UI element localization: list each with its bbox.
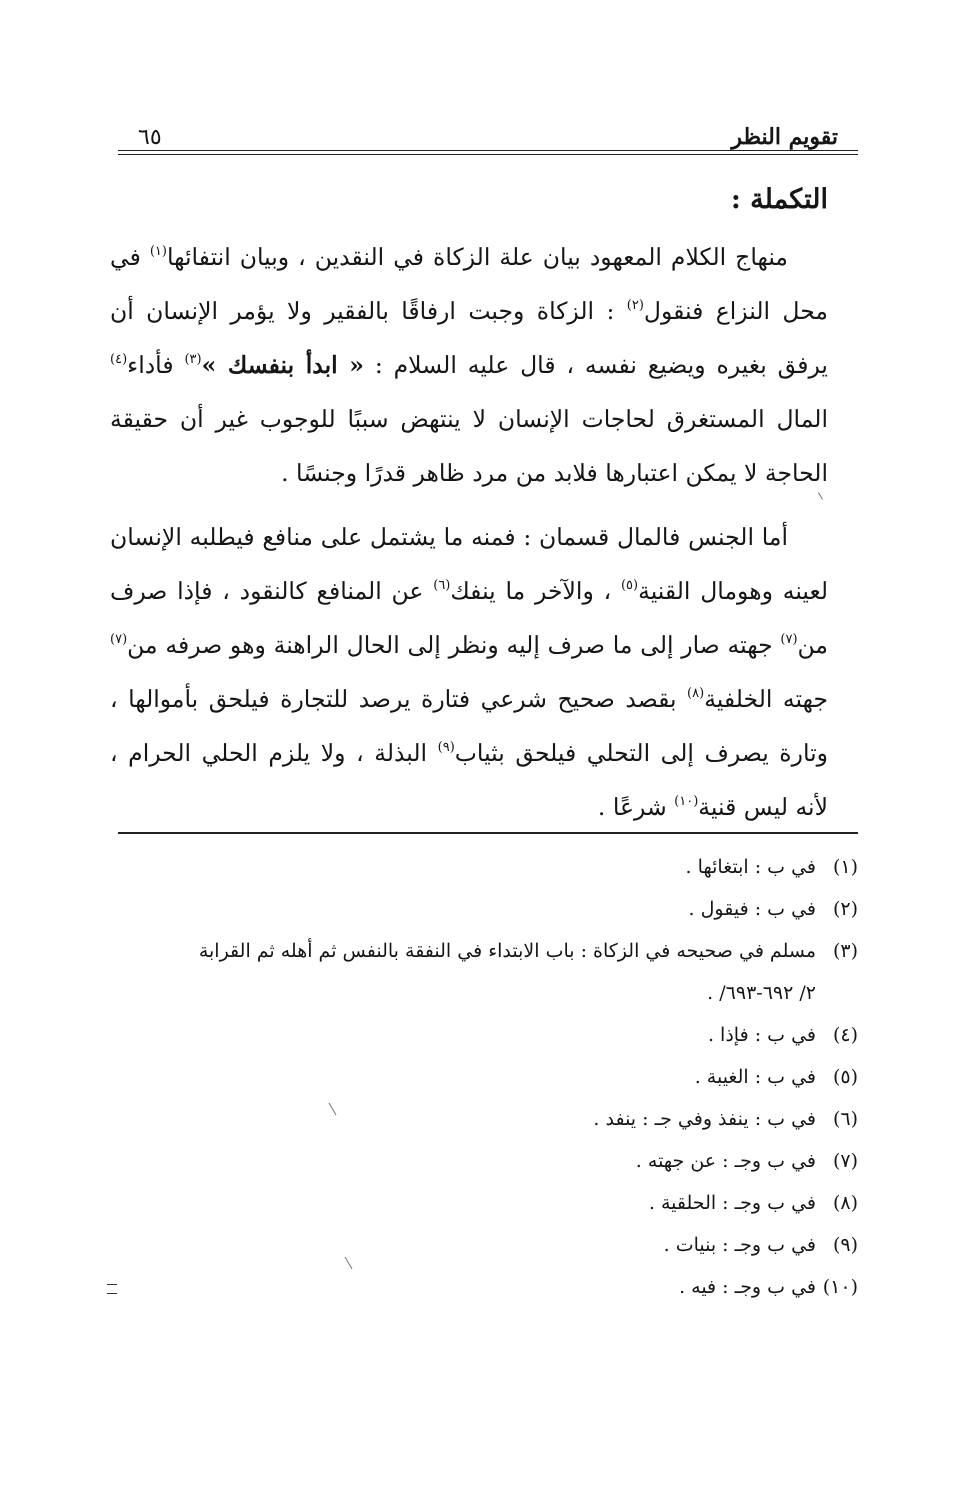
footnote-text-line: في ب : فيقول . bbox=[688, 898, 816, 920]
footnote-number: (٧) bbox=[832, 1150, 858, 1172]
header-rule-bottom bbox=[118, 154, 858, 155]
main-text bbox=[110, 178, 828, 834]
footnote-ref: (٧) bbox=[110, 632, 128, 647]
footnote-ref: (٤) bbox=[110, 352, 128, 367]
footnote-text bbox=[118, 1266, 816, 1308]
footnote-number: (٦) bbox=[832, 1108, 858, 1130]
body-paragraph bbox=[110, 510, 828, 834]
footnote-item bbox=[118, 1224, 858, 1266]
text-run: في محل النزاع فنقول bbox=[110, 243, 828, 325]
text-run: فأداء bbox=[127, 351, 185, 379]
footnote-item bbox=[118, 930, 858, 1014]
footnote-ref: (٦) bbox=[433, 578, 451, 593]
footnote-text-line: في ب وجـ : بنيات . bbox=[663, 1234, 816, 1256]
text-run: منهاج الكلام المعهود بيان علة الزكاة في النقدين ، وبيان انتفائها bbox=[166, 243, 788, 271]
footnote-item bbox=[118, 1014, 858, 1056]
footnote-item bbox=[118, 1266, 858, 1308]
footnote-ref: (٣) bbox=[184, 352, 202, 367]
footnote-text bbox=[118, 1182, 816, 1224]
footnote-text bbox=[118, 930, 816, 1014]
footnote-item bbox=[118, 1140, 858, 1182]
footnote-text-line: في ب وجـ : عن جهته . bbox=[635, 1150, 816, 1172]
footnote-item bbox=[118, 888, 858, 930]
footnote-text-line: في ب : ينفذ وفي جـ : ينفد . bbox=[593, 1108, 816, 1130]
footnote-separator bbox=[118, 832, 858, 834]
footnote-text-line: في ب : الغيبة . bbox=[694, 1066, 816, 1088]
header-rule-top bbox=[118, 150, 858, 151]
footnote-ref: (٥) bbox=[620, 578, 639, 593]
footnote-ref: (١) bbox=[149, 244, 167, 259]
text-run: المال المستغرق لحاجات الإنسان لا ينتهض سببًا للوجوب غير أن حقيقة الحاجة لا يمكن اعتبارها فلابد من مرد ظاهر قدرًا وجنسًا . bbox=[110, 405, 828, 487]
text-run: ، والآخر ما ينفك bbox=[450, 577, 621, 605]
footnote-ref: (٧) bbox=[780, 632, 798, 647]
text-run: عن المنافع كالنقود ، فإذا صرف من bbox=[110, 577, 828, 659]
footnote-number: (٨) bbox=[832, 1192, 858, 1214]
body-paragraph bbox=[110, 230, 828, 500]
footnote-item bbox=[118, 1098, 858, 1140]
footnote-text bbox=[118, 1014, 816, 1056]
book-title: تقويم النظر bbox=[731, 124, 838, 150]
page-number: ٦٥ bbox=[138, 125, 162, 150]
footnote-number: (٤) bbox=[832, 1024, 858, 1046]
margin-mark bbox=[107, 1284, 117, 1294]
text-run: جهته صار إلى ما صرف إليه ونظر إلى الحال الراهنة وهو صرفه من bbox=[127, 631, 781, 659]
footnote-ref: (١٠) bbox=[674, 794, 699, 809]
footnote-text-line: في ب : فإذا . bbox=[707, 1024, 816, 1046]
footnote-text bbox=[118, 1140, 816, 1182]
footnote-number: (٣) bbox=[832, 940, 858, 962]
footnote-item bbox=[118, 846, 858, 888]
footnote-ref: (٢) bbox=[626, 298, 644, 313]
footnote-number: (٩) bbox=[832, 1234, 858, 1256]
footnote-text bbox=[118, 846, 816, 888]
footnote-number: (٥) bbox=[832, 1066, 858, 1088]
footnote-text-line: في ب وجـ : الحلقية . bbox=[648, 1192, 816, 1214]
footnote-text-line: في ب : ابتغائها . bbox=[685, 856, 816, 878]
footnote-text-continuation: ٢/ ٦٩٢-٦٩٣/ . bbox=[707, 982, 816, 1004]
text-run: البذلة ، ولا يلزم الحلي الحرام ، لأنه ليس قنية bbox=[110, 739, 828, 821]
footnote-number: (١) bbox=[832, 856, 858, 878]
footnote-text bbox=[118, 888, 816, 930]
hadith-quote: « ابدأ بنفسك » bbox=[201, 351, 364, 379]
footnote-ref: (٨) bbox=[687, 686, 705, 701]
running-head bbox=[118, 114, 838, 150]
footnote-text bbox=[118, 1056, 816, 1098]
footnote-text bbox=[118, 1224, 816, 1266]
footnote-number: (١٠) bbox=[822, 1276, 858, 1298]
paragraphs bbox=[110, 230, 828, 834]
footnote-ref: (٩) bbox=[437, 740, 455, 755]
footnote-text-line: في ب وجـ : فيه . bbox=[679, 1276, 816, 1298]
footnote-item bbox=[118, 1056, 858, 1098]
footnote-item bbox=[118, 1182, 858, 1224]
footnote-text-line: مسلم في صحيحه في الزكاة : باب الابتداء في النفقة بالنفس ثم أهله ثم القرابة bbox=[198, 940, 816, 962]
footnotes bbox=[118, 846, 858, 1308]
text-run: بقصد صحيح شرعي فتارة يرصد للتجارة فيلحق بأموالها ، وتارة يصرف إلى التحلي فيلحق بثياب bbox=[110, 685, 828, 767]
text-run: : الزكاة وجبت ارفاقًا بالفقير ولا يؤمر الإنسان أن يرفق بغيره ويضيع نفسه ، قال عليه السلام : bbox=[110, 297, 828, 379]
text-run: جهته الخلفية bbox=[704, 685, 828, 713]
text-run: أما الجنس فالمال قسمان : فمنه ما يشتمل على منافع فيطلبه الإنسان لعينه وهومال القنية bbox=[110, 523, 829, 605]
section-heading: التكملة : bbox=[730, 184, 828, 215]
footnote-number: (٢) bbox=[832, 898, 858, 920]
text-run: شرعًا . bbox=[597, 793, 675, 821]
footnote-text bbox=[118, 1098, 816, 1140]
